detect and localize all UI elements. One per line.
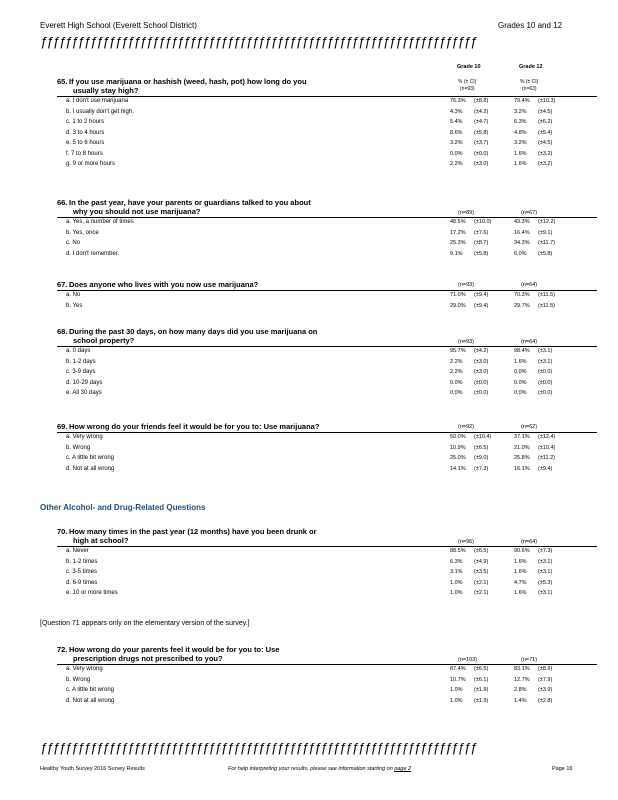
grade12-ci: (±12.4) bbox=[538, 434, 556, 440]
question-number: 70. bbox=[57, 527, 68, 536]
section-title: Other Alcohol- and Drug-Related Questions bbox=[40, 503, 206, 512]
grade10-percent: 29.0% bbox=[450, 302, 466, 309]
grade10-ci: (±4.9) bbox=[474, 558, 489, 565]
grade10-ci: (±9.4) bbox=[474, 292, 489, 298]
grade10-percent: 71.0% bbox=[450, 292, 466, 298]
answer-option: c. A little bit wrong bbox=[66, 687, 115, 693]
grade12-sample-size: (n=64) bbox=[521, 539, 538, 545]
grade12-percent: 1.6% bbox=[514, 161, 527, 167]
grade12-ci: (±5.8) bbox=[538, 250, 553, 257]
grade10-percent: 6.3% bbox=[450, 558, 463, 565]
grade10-ci: (±7.6) bbox=[474, 229, 489, 236]
grade12-percent: 83.1% bbox=[514, 666, 530, 672]
question-text-line: Does anyone who lives with you now use marijuana? bbox=[69, 280, 259, 289]
question-underline bbox=[57, 432, 597, 433]
footer-left: Healthy Youth Survey 2016 Survey Results bbox=[40, 766, 145, 772]
grade10-ci: (±8.7) bbox=[474, 240, 489, 246]
grade10-percent: 9.1% bbox=[450, 250, 463, 257]
grade12-ci: (±3.1) bbox=[538, 590, 553, 596]
grade12-ci: (±3.2) bbox=[538, 161, 553, 167]
grade10-ci: (±3.0) bbox=[474, 358, 489, 365]
grade12-ci: (±0.0) bbox=[538, 390, 553, 396]
answer-option: e. 5 to 6 hours bbox=[66, 140, 105, 146]
grade12-percent: 43.3% bbox=[514, 219, 530, 225]
grade12-percent: 1.4% bbox=[514, 697, 527, 704]
grade10-ci: (±6.5) bbox=[474, 548, 489, 554]
answer-option: b. Yes bbox=[66, 302, 83, 309]
question-number: 68. bbox=[57, 327, 68, 336]
grade12-ci: (±11.5) bbox=[538, 302, 555, 309]
grade10-ci: (±10.4) bbox=[474, 434, 492, 440]
grade10-percent: 1.0% bbox=[450, 697, 463, 704]
answer-option: c. 1 to 2 hours bbox=[66, 119, 105, 125]
grade10-header: Grade 10 bbox=[457, 64, 481, 70]
grade12-ci: (±7.9) bbox=[538, 676, 553, 683]
grade12-percent: 21.0% bbox=[514, 444, 530, 451]
grade12-ci: (±2.8) bbox=[538, 697, 553, 704]
grade12-percent: 37.1% bbox=[514, 434, 530, 440]
question-text-line: In the past year, have your parents or guardians talked to you about bbox=[69, 198, 311, 207]
grade10-ci: (±9.0) bbox=[474, 455, 489, 461]
answer-option: c. 3-5 times bbox=[66, 569, 98, 575]
grade10-percent: 0.0% bbox=[450, 390, 463, 396]
grade12-percent: 0.0% bbox=[514, 390, 527, 396]
grade12-sample-size: (n=71) bbox=[521, 657, 538, 663]
answer-option: a. I don't use marijuana bbox=[66, 98, 129, 104]
grade10-percent: 50.0% bbox=[450, 434, 466, 440]
answer-option: c. No bbox=[66, 240, 81, 246]
grade12-ci: (±0.0) bbox=[538, 379, 553, 386]
grade10-percent: 1.0% bbox=[450, 590, 463, 596]
grade10-percent: 76.3% bbox=[450, 98, 466, 104]
footer-help bbox=[228, 766, 411, 772]
question-underline bbox=[57, 96, 597, 97]
answer-option: a. 0 days bbox=[66, 348, 91, 354]
answer-option: b. Wrong bbox=[66, 444, 91, 451]
grade12-pct-ci: % (± CI) bbox=[520, 79, 539, 85]
grade12-percent: 3.2% bbox=[514, 108, 527, 115]
question-text-line: If you use marijuana or hashish (weed, hash, pot) how long do you bbox=[69, 77, 307, 86]
question-underline bbox=[57, 664, 597, 665]
grade12-ci: (±3.1) bbox=[538, 569, 553, 575]
grade12-n: (n=63) bbox=[522, 86, 537, 92]
grade10-pct-ci: % (± CI) bbox=[458, 79, 477, 85]
answer-option: c. A little bit wrong bbox=[66, 455, 115, 461]
grade12-percent: 12.7% bbox=[514, 676, 530, 683]
grade10-ci: (±3.0) bbox=[474, 161, 489, 167]
grade10-percent: 14.1% bbox=[450, 465, 466, 472]
grade10-ci: (±4.2) bbox=[474, 108, 489, 115]
grade12-ci: (±6.2) bbox=[538, 119, 553, 125]
grade12-ci: (±12.2) bbox=[538, 219, 556, 225]
question-text-line: How many times in the past year (12 months) have you been drunk or bbox=[69, 527, 317, 536]
grade10-sample-size: (n=103) bbox=[458, 657, 478, 663]
grade10-ci: (±6.5) bbox=[474, 666, 489, 672]
footer-page-number: Page 16 bbox=[552, 766, 573, 772]
answer-option: a. No bbox=[66, 292, 81, 298]
grade12-percent: 6.0% bbox=[514, 250, 527, 257]
grade12-percent: 79.4% bbox=[514, 98, 530, 104]
grade12-percent: 3.2% bbox=[514, 140, 527, 146]
report-title: Everett High School (Everett School District) bbox=[40, 21, 197, 30]
answer-option: d. 6-9 times bbox=[66, 579, 98, 586]
answer-option: d. 3 to 4 hours bbox=[66, 129, 105, 136]
grade10-ci: (±3.5) bbox=[474, 569, 489, 575]
grade10-ci: (±6.1) bbox=[474, 676, 489, 683]
grade10-ci: (±4.2) bbox=[474, 348, 489, 354]
answer-option: f. 7 to 8 hours bbox=[66, 150, 103, 157]
grade12-ci: (±10.4) bbox=[538, 444, 556, 451]
grade12-percent: 4.7% bbox=[514, 579, 527, 586]
grade12-ci: (±7.3) bbox=[538, 548, 553, 554]
grade12-header: Grade 12 bbox=[519, 64, 543, 70]
grade12-ci: (±10.3) bbox=[538, 98, 556, 104]
grade12-ci: (±9.1) bbox=[538, 229, 553, 236]
grade10-percent: 4.3% bbox=[450, 108, 463, 115]
grade12-percent: 0.0% bbox=[514, 379, 527, 386]
question-text-line: How wrong do your parents feel it would be for you to: Use bbox=[69, 645, 280, 654]
grade10-percent: 0.0% bbox=[450, 150, 463, 157]
question-number: 69. bbox=[57, 422, 68, 431]
grade12-ci: (±11.2) bbox=[538, 455, 555, 461]
grade12-ci: (±5.4) bbox=[538, 129, 553, 136]
grade12-ci: (±3.9) bbox=[538, 687, 553, 693]
grade12-ci: (±4.5) bbox=[538, 108, 553, 115]
question-number: 67. bbox=[57, 280, 68, 289]
question-text-line: why you should not use marijuana? bbox=[73, 207, 201, 216]
grade12-ci: (±5.3) bbox=[538, 579, 553, 586]
grade12-percent: 16.1% bbox=[514, 465, 530, 472]
answer-option: b. Yes, once bbox=[66, 229, 99, 236]
grade10-ci: (±2.1) bbox=[474, 590, 489, 596]
answer-option: a. Never bbox=[66, 548, 89, 554]
grade10-ci: (±3.0) bbox=[474, 369, 489, 375]
grade12-sample-size: (n=67) bbox=[521, 210, 538, 216]
question-underline bbox=[57, 290, 597, 291]
grade12-percent: 25.8% bbox=[514, 455, 530, 461]
answer-option: e. 10 or more times bbox=[66, 590, 118, 596]
grade10-ci: (±1.9) bbox=[474, 697, 489, 704]
grade10-percent: 2.2% bbox=[450, 358, 463, 365]
grade10-ci: (±9.4) bbox=[474, 302, 489, 309]
grade10-ci: (±1.9) bbox=[474, 687, 489, 693]
grade12-ci: (±9.4) bbox=[538, 465, 553, 472]
grade12-percent: 34.3% bbox=[514, 240, 530, 246]
grade12-ci: (±3.1) bbox=[538, 358, 553, 365]
answer-option: a. Very wrong bbox=[66, 434, 103, 440]
bottom-divider: ƒƒƒƒƒƒƒƒƒƒƒƒƒƒƒƒƒƒƒƒƒƒƒƒƒƒƒƒƒƒƒƒƒƒƒƒƒƒƒƒƒƒƒƒƒƒƒƒƒƒƒƒƒƒƒƒƒƒƒƒƒƒƒƒƒƒƒƒƒƒ bbox=[40, 740, 477, 755]
grade12-percent: 1.6% bbox=[514, 590, 527, 596]
grade12-percent: 98.4% bbox=[514, 348, 530, 354]
question-text-line: During the past 30 days, on how many days did you use marijuana on bbox=[69, 327, 318, 336]
grade10-ci: (±6.5) bbox=[474, 444, 489, 451]
grade10-n: (n=93) bbox=[460, 86, 475, 92]
answer-option: d. Not at all wrong bbox=[66, 465, 115, 472]
grade12-percent: 1.6% bbox=[514, 569, 527, 575]
question-underline bbox=[57, 546, 597, 547]
grade10-percent: 88.5% bbox=[450, 548, 466, 554]
grade10-ci: (±5.8) bbox=[474, 129, 489, 136]
grade10-percent: 3.1% bbox=[450, 569, 463, 575]
grade10-percent: 8.6% bbox=[450, 129, 463, 136]
grade10-sample-size: (n=93) bbox=[458, 282, 475, 288]
answer-option: b. I usually don't get high. bbox=[66, 108, 134, 115]
footer-help-text: For help interpreting your results, please see information starting on bbox=[228, 766, 395, 772]
grade12-percent: 2.8% bbox=[514, 687, 527, 693]
answer-option: d. Not at all wrong bbox=[66, 697, 115, 704]
grade10-percent: 87.4% bbox=[450, 666, 466, 672]
grade12-percent: 1.6% bbox=[514, 150, 527, 157]
grade12-ci: (±11.7) bbox=[538, 240, 555, 246]
grades-label: Grades 10 and 12 bbox=[498, 21, 563, 30]
question-underline bbox=[57, 217, 597, 218]
footer-page-link[interactable]: page 2 bbox=[394, 766, 412, 772]
grade12-ci: (±0.0) bbox=[538, 369, 553, 375]
grade12-ci: (±4.5) bbox=[538, 140, 553, 146]
grade10-percent: 5.4% bbox=[450, 119, 463, 125]
answer-option: b. 1-2 days bbox=[66, 358, 96, 365]
answer-option: b. Wrong bbox=[66, 676, 91, 683]
grade12-percent: 4.8% bbox=[514, 129, 527, 136]
answer-option: e. All 30 days bbox=[66, 390, 102, 396]
grade10-percent: 17.2% bbox=[450, 229, 466, 236]
answer-option: d. 10-29 days bbox=[66, 379, 103, 386]
grade10-sample-size: (n=89) bbox=[458, 210, 475, 216]
question-number: 72. bbox=[57, 645, 68, 654]
answer-option: b. 1-2 times bbox=[66, 558, 98, 565]
question-underline bbox=[57, 346, 597, 347]
grade10-percent: 25.0% bbox=[450, 455, 466, 461]
answer-option: a. Yes, a number of times bbox=[66, 219, 134, 225]
grade12-percent: 1.6% bbox=[514, 558, 527, 565]
question-text-line: high at school? bbox=[73, 536, 129, 545]
grade10-ci: (±7.3) bbox=[474, 465, 489, 472]
grade10-percent: 10.7% bbox=[450, 676, 466, 683]
grade10-ci: (±2.1) bbox=[474, 579, 489, 586]
top-divider: ƒƒƒƒƒƒƒƒƒƒƒƒƒƒƒƒƒƒƒƒƒƒƒƒƒƒƒƒƒƒƒƒƒƒƒƒƒƒƒƒƒƒƒƒƒƒƒƒƒƒƒƒƒƒƒƒƒƒƒƒƒƒƒƒƒƒƒƒƒƒ bbox=[40, 34, 477, 49]
answer-option: g. 9 or more hours bbox=[66, 161, 116, 167]
grade12-ci: (±8.9) bbox=[538, 666, 553, 672]
grade12-percent: 70.3% bbox=[514, 292, 530, 298]
grade10-sample-size: (n=96) bbox=[458, 539, 475, 545]
grade10-ci: (±0.0) bbox=[474, 379, 489, 386]
question-number: 66. bbox=[57, 198, 68, 207]
grade10-percent: 2.2% bbox=[450, 369, 463, 375]
question-text-line: school property? bbox=[73, 336, 135, 345]
grade10-percent: 3.2% bbox=[450, 140, 463, 146]
question-text-line: How wrong do your friends feel it would be for you to: Use marijuana? bbox=[69, 422, 320, 431]
grade10-percent: 1.0% bbox=[450, 579, 463, 586]
answer-option: c. 3-9 days bbox=[66, 369, 96, 375]
question-text-line: prescription drugs not prescribed to you? bbox=[73, 654, 223, 663]
grade12-percent: 6.3% bbox=[514, 119, 527, 125]
grade10-percent: 0.0% bbox=[450, 379, 463, 386]
grade10-ci: (±10.0) bbox=[474, 219, 492, 225]
grade10-ci: (±4.7) bbox=[474, 119, 489, 125]
answer-option: d. I don't remember. bbox=[66, 250, 120, 257]
grade10-percent: 95.7% bbox=[450, 348, 466, 354]
grade10-percent: 2.2% bbox=[450, 161, 463, 167]
grade12-percent: 0.0% bbox=[514, 369, 527, 375]
grade12-percent: 1.6% bbox=[514, 358, 527, 365]
grade12-percent: 16.4% bbox=[514, 229, 530, 236]
answer-option: a. Very wrong bbox=[66, 666, 103, 672]
grade10-percent: 10.9% bbox=[450, 444, 466, 451]
grade10-percent: 48.5% bbox=[450, 219, 466, 225]
grade10-sample-size: (n=93) bbox=[458, 339, 475, 345]
grade10-ci: (±0.0) bbox=[474, 150, 489, 157]
grade10-sample-size: (n=92) bbox=[458, 424, 475, 430]
question-71-note: [Question 71 appears only on the elementary version of the survey.] bbox=[40, 620, 250, 627]
grade12-ci: (±3.1) bbox=[538, 348, 553, 354]
grade12-percent: 29.7% bbox=[514, 302, 530, 309]
grade12-ci: (±3.1) bbox=[538, 558, 553, 565]
grade10-percent: 25.3% bbox=[450, 240, 466, 246]
question-text-line: usually stay high? bbox=[73, 86, 139, 95]
grade10-percent: 1.0% bbox=[450, 687, 463, 693]
question-number: 65. bbox=[57, 77, 68, 86]
grade10-ci: (±8.8) bbox=[474, 98, 489, 104]
grade12-ci: (±3.2) bbox=[538, 150, 553, 157]
grade12-sample-size: (n=64) bbox=[521, 339, 538, 345]
grade10-ci: (±0.0) bbox=[474, 390, 489, 396]
grade12-percent: 90.6% bbox=[514, 548, 530, 554]
grade10-ci: (±3.7) bbox=[474, 140, 489, 146]
grade12-sample-size: (n=64) bbox=[521, 282, 538, 288]
grade12-ci: (±11.5) bbox=[538, 292, 555, 298]
grade12-sample-size: (n=62) bbox=[521, 424, 538, 430]
grade10-ci: (±5.8) bbox=[474, 250, 489, 257]
